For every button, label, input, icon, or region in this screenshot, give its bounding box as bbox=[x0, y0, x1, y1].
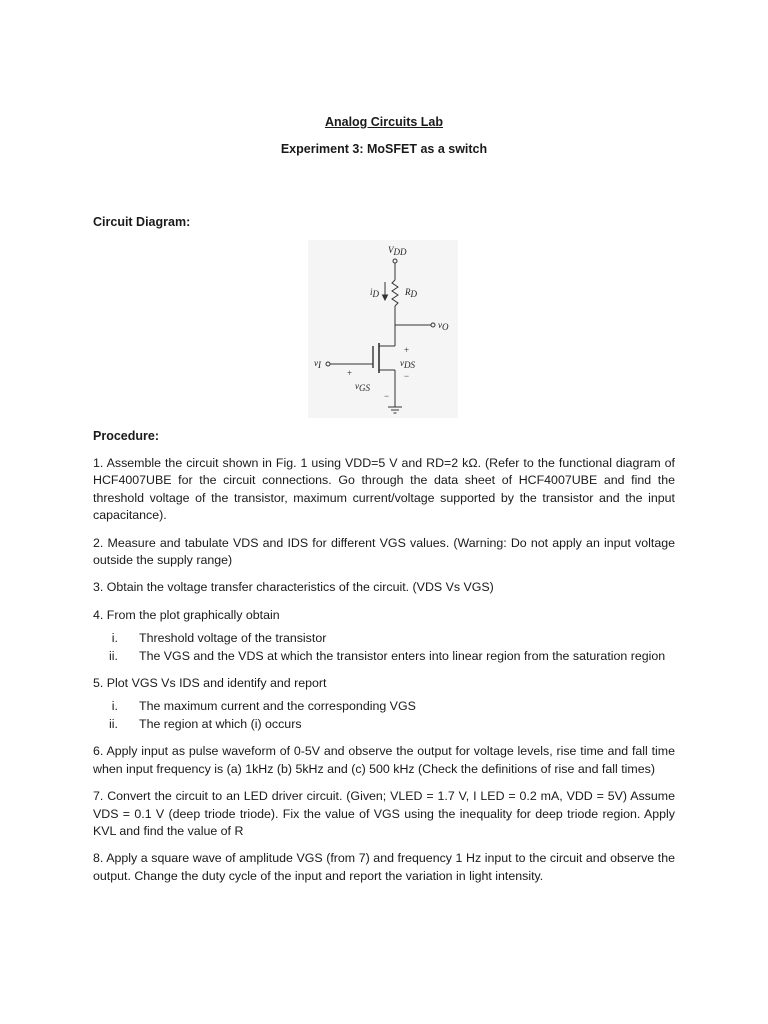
procedure-step-8: 8. Apply a square wave of amplitude VGS (from 7) and frequency 1 Hz input to the circuit and observe the output. Change the duty cycle of the input and report the variation in light intensity. bbox=[93, 851, 675, 883]
procedure-list bbox=[93, 455, 675, 895]
sublist-item bbox=[93, 698, 675, 715]
experiment-title: Experiment 3: MoSFET as a switch bbox=[280, 142, 488, 156]
vds-plus-sign: + bbox=[404, 345, 410, 355]
mosfet-switch-schematic bbox=[308, 240, 458, 418]
drain-current-arrow bbox=[383, 282, 388, 300]
sublist-text: The region at which (i) occurs bbox=[139, 716, 302, 731]
document-title: Analog Circuits Lab bbox=[324, 115, 444, 129]
input-terminal bbox=[326, 362, 330, 366]
procedure-step-3: 3. Obtain the voltage transfer characteristics of the circuit. (VDS Vs VGS) bbox=[93, 580, 494, 595]
drain-current-label: iD bbox=[370, 287, 380, 299]
vdd-label: VDD bbox=[388, 245, 407, 257]
vgs-plus-sign: + bbox=[347, 368, 353, 378]
step-4-sublist bbox=[93, 630, 675, 665]
procedure-heading: Procedure: bbox=[93, 429, 159, 443]
procedure-step-7: 7. Convert the circuit to an LED driver circuit. (Given; VLED = 1.7 V, I LED = 0.2 mA, VDD = 5V) Assume VDS = 0.1 V (deep triode triode). Fix the value of VGS using the inequality for deep triode region. Apply KVL and find the value of R bbox=[93, 789, 675, 838]
sublist-number: ii. bbox=[109, 648, 118, 663]
vds-label: vDS bbox=[400, 358, 415, 370]
output-terminal bbox=[431, 323, 435, 327]
procedure-step-1: 1. Assemble the circuit shown in Fig. 1 using VDD=5 V and RD=2 kΩ. (Refer to the functional diagram of HCF4007UBE for the circuit connections. Go through the data sheet of HCF4007UBE and find the threshold voltage of the transistor, maximum current/voltage supported by the transistor and the input capacitance). bbox=[93, 456, 675, 523]
procedure-step-5: 5. Plot VGS Vs IDS and identify and report bbox=[93, 676, 327, 691]
rd-label: RD bbox=[405, 287, 417, 299]
procedure-step-4: 4. From the plot graphically obtain bbox=[93, 607, 280, 622]
vdd-terminal bbox=[393, 259, 397, 263]
circuit-diagram-heading: Circuit Diagram: bbox=[93, 215, 191, 229]
procedure-step-2: 2. Measure and tabulate VDS and IDS for different VGS values. (Warning: Do not apply an input voltage outside the supply range) bbox=[93, 535, 675, 568]
vgs-minus-sign: − bbox=[384, 391, 390, 401]
sublist-number: i. bbox=[111, 699, 118, 714]
sublist-item bbox=[93, 716, 675, 733]
sublist-text: The maximum current and the corresponding VGS bbox=[139, 699, 416, 714]
vgs-label: vGS bbox=[355, 381, 370, 393]
sublist-number: i. bbox=[111, 631, 118, 646]
circuit-diagram bbox=[308, 240, 458, 418]
sublist-item bbox=[93, 630, 675, 647]
vds-minus-sign: − bbox=[404, 371, 410, 381]
vi-label: vI bbox=[314, 358, 321, 370]
step-5-sublist bbox=[93, 698, 675, 733]
sublist-text: Threshold voltage of the transistor bbox=[139, 631, 327, 646]
procedure-step-6: 6. Apply input as pulse waveform of 0-5V and observe the output for voltage levels, rise time and fall time when input frequency is (a) 1kHz (b) 5kHz and (c) 500 kHz (Check the definitions of rise and fall times) bbox=[93, 744, 675, 776]
sublist-item bbox=[93, 648, 675, 665]
sublist-text: The VGS and the VDS at which the transistor enters into linear region from the saturation region bbox=[139, 648, 666, 663]
vo-label: vO bbox=[438, 320, 449, 332]
sublist-number: ii. bbox=[109, 716, 118, 731]
drain-resistor bbox=[392, 280, 398, 306]
